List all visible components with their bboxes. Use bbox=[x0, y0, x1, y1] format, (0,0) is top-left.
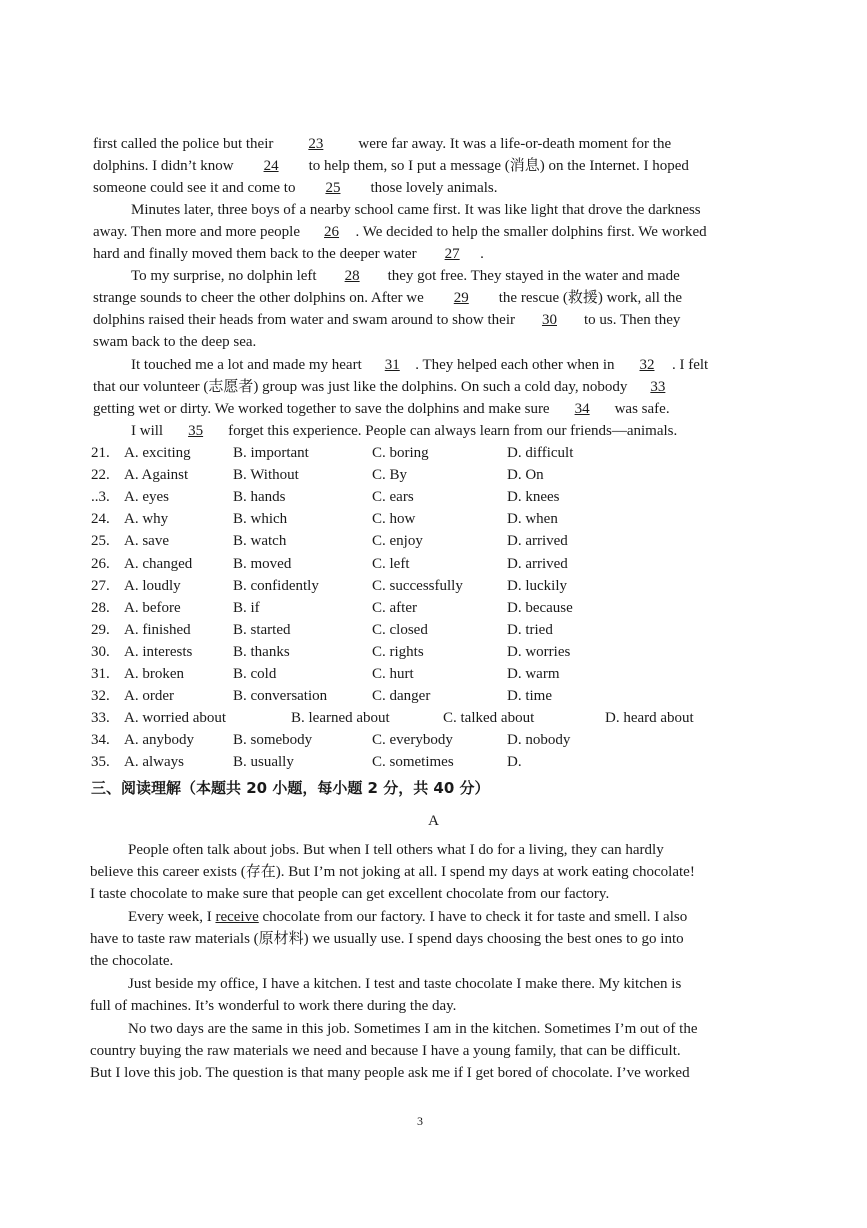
blank-30[interactable]: 30 bbox=[541, 312, 557, 328]
option-b[interactable]: B. Without bbox=[233, 467, 299, 484]
reading-line: Just beside my office, I have a kitchen. I test and taste chocolate I make there. My kitchen is bbox=[128, 976, 682, 992]
option-a[interactable]: A. exciting bbox=[124, 445, 191, 461]
option-b[interactable]: B. started bbox=[233, 621, 291, 638]
option-a[interactable]: A. anybody bbox=[124, 732, 194, 749]
option-b[interactable]: B. somebody bbox=[233, 732, 313, 749]
blank-31[interactable]: 31 bbox=[384, 357, 400, 373]
option-b[interactable]: B. usually bbox=[233, 754, 294, 771]
option-d[interactable]: D. heard about bbox=[605, 710, 694, 727]
option-c[interactable]: C. closed bbox=[372, 621, 428, 638]
underlined-word: receive bbox=[215, 909, 259, 925]
passage-line: dolphins. I didn’t know 24 to help them, so I put a message (消息) on the Internet. I hoped bbox=[93, 155, 689, 177]
question-number: 31. bbox=[91, 666, 110, 682]
question-number: 29. bbox=[91, 621, 110, 638]
option-c[interactable]: C. rights bbox=[372, 643, 424, 660]
option-d[interactable]: D. bbox=[507, 754, 522, 771]
option-b[interactable]: B. confidently bbox=[233, 577, 319, 594]
option-c[interactable]: C. sometimes bbox=[372, 754, 454, 771]
passage-line: away. Then more and more people 26 . We decided to help the smaller dolphins first. We worked bbox=[93, 221, 707, 243]
question-number: ..3. bbox=[91, 489, 110, 506]
passage-line: swam back to the deep sea. bbox=[93, 334, 257, 350]
option-a[interactable]: A. Against bbox=[124, 467, 189, 484]
option-a[interactable]: A. finished bbox=[124, 621, 191, 638]
option-d[interactable]: D. warm bbox=[507, 666, 560, 682]
blank-33[interactable]: 33 bbox=[650, 379, 666, 395]
question-number: 27. bbox=[91, 577, 110, 594]
passage-line: someone could see it and come to 25 those lovely animals. bbox=[93, 177, 498, 199]
question-number: 26. bbox=[91, 555, 110, 572]
option-b[interactable]: B. watch bbox=[233, 533, 287, 550]
reading-line: People often talk about jobs. But when I tell others what I do for a living, they can hardly bbox=[128, 842, 664, 858]
option-a[interactable]: A. why bbox=[124, 511, 169, 528]
question-number: 32. bbox=[91, 688, 110, 705]
reading-line: the chocolate. bbox=[90, 953, 174, 969]
option-c[interactable]: C. ears bbox=[372, 489, 414, 506]
option-d[interactable]: D. difficult bbox=[507, 445, 574, 461]
option-d[interactable]: D. time bbox=[507, 688, 552, 705]
option-b[interactable]: B. which bbox=[233, 511, 288, 528]
option-c[interactable]: C. talked about bbox=[443, 710, 535, 727]
reading-line: have to taste raw materials (原材料) we usually use. I spend days choosing the best ones to go into bbox=[90, 931, 684, 947]
reading-line: No two days are the same in this job. Sometimes I am in the kitchen. Sometimes I’m out of the bbox=[128, 1021, 698, 1037]
blank-34[interactable]: 34 bbox=[574, 401, 590, 417]
option-b[interactable]: B. thanks bbox=[233, 643, 290, 660]
option-d[interactable]: D. because bbox=[507, 599, 573, 616]
blank-25[interactable]: 25 bbox=[325, 180, 341, 196]
blank-27[interactable]: 27 bbox=[444, 246, 460, 262]
option-a[interactable]: A. eyes bbox=[124, 489, 169, 506]
reading-line: Every week, I receive chocolate from our factory. I have to check it for taste and smell. I also bbox=[128, 909, 688, 925]
reading-line: country buying the raw materials we need and because I have a young family, that can be difficult. bbox=[90, 1043, 681, 1059]
option-d[interactable]: D. tried bbox=[507, 621, 553, 638]
option-c[interactable]: C. boring bbox=[372, 445, 429, 461]
option-a[interactable]: A. before bbox=[124, 599, 181, 616]
option-d[interactable]: D. worries bbox=[507, 643, 571, 660]
section-heading: 三、阅读理解（本题共 20 小题，每小题 2 分，共 40 分） bbox=[91, 779, 490, 797]
passage-line: I will 35 forget this experience. People can always learn from our friends—animals. bbox=[131, 420, 677, 442]
option-d[interactable]: D. arrived bbox=[507, 533, 568, 550]
passage-line: To my surprise, no dolphin left 28 they got free. They stayed in the water and made bbox=[131, 265, 680, 287]
option-b[interactable]: B. if bbox=[233, 599, 260, 616]
passage-line: dolphins raised their heads from water and swam around to show their 30 to us. Then they bbox=[93, 309, 680, 331]
option-c[interactable]: C. everybody bbox=[372, 732, 453, 749]
option-c[interactable]: C. successfully bbox=[372, 577, 463, 594]
question-number: 21. bbox=[91, 445, 110, 461]
option-c[interactable]: C. after bbox=[372, 599, 417, 616]
question-number: 35. bbox=[91, 754, 110, 771]
blank-28[interactable]: 28 bbox=[344, 268, 360, 284]
reading-line: believe this career exists (存在). But I’m not joking at all. I spend my days at work eating chocolate! bbox=[90, 864, 695, 880]
option-c[interactable]: C. left bbox=[372, 555, 410, 572]
option-a[interactable]: A. save bbox=[124, 533, 169, 550]
option-c[interactable]: C. hurt bbox=[372, 666, 414, 682]
option-d[interactable]: D. luckily bbox=[507, 577, 567, 594]
blank-29[interactable]: 29 bbox=[453, 290, 469, 306]
question-number: 25. bbox=[91, 533, 110, 550]
option-b[interactable]: B. conversation bbox=[233, 688, 328, 705]
option-a[interactable]: A. loudly bbox=[124, 577, 181, 594]
reading-line: full of machines. It’s wonderful to work there during the day. bbox=[90, 998, 457, 1014]
option-c[interactable]: C. By bbox=[372, 467, 408, 484]
question-number: 30. bbox=[91, 643, 110, 660]
option-a[interactable]: A. worried about bbox=[124, 710, 227, 727]
option-a[interactable]: A. interests bbox=[124, 643, 193, 660]
passage-line: hard and finally moved them back to the deeper water 27 . bbox=[93, 243, 484, 265]
part-label: A bbox=[428, 813, 439, 829]
question-number: 34. bbox=[91, 732, 110, 749]
question-number: 24. bbox=[91, 511, 110, 528]
option-b[interactable]: B. moved bbox=[233, 555, 292, 572]
option-a[interactable]: A. order bbox=[124, 688, 174, 705]
option-c[interactable]: C. how bbox=[372, 511, 416, 528]
blank-23[interactable]: 23 bbox=[308, 136, 324, 152]
question-number: 33. bbox=[91, 710, 110, 727]
blank-32[interactable]: 32 bbox=[639, 357, 655, 373]
option-d[interactable]: D. nobody bbox=[507, 732, 571, 749]
option-d[interactable]: D. On bbox=[507, 467, 544, 484]
passage-line: that our volunteer (志愿者) group was just like the dolphins. On such a cold day, nobody 33 bbox=[93, 376, 681, 398]
blank-24[interactable]: 24 bbox=[263, 158, 279, 174]
question-number: 28. bbox=[91, 599, 110, 616]
option-a[interactable]: A. broken bbox=[124, 666, 184, 682]
passage-line: It touched me a lot and made my heart 31 . They helped each other when in 32 . I felt bbox=[131, 354, 708, 376]
option-a[interactable]: A. always bbox=[124, 754, 184, 771]
blank-35[interactable]: 35 bbox=[188, 423, 204, 439]
option-d[interactable]: D. arrived bbox=[507, 555, 568, 572]
blank-26[interactable]: 26 bbox=[324, 224, 340, 240]
option-d[interactable]: D. when bbox=[507, 511, 558, 528]
option-b[interactable]: B. important bbox=[233, 445, 309, 461]
option-c[interactable]: C. enjoy bbox=[372, 533, 423, 550]
option-b[interactable]: B. hands bbox=[233, 489, 286, 506]
question-number: 22. bbox=[91, 467, 110, 484]
option-b[interactable]: B. learned about bbox=[291, 710, 390, 727]
passage-line: strange sounds to cheer the other dolphins on. After we 29 the rescue (救援) work, all the bbox=[93, 287, 682, 309]
option-b[interactable]: B. cold bbox=[233, 666, 277, 682]
page-number: 3 bbox=[417, 1114, 423, 1128]
reading-line: But I love this job. The question is that many people ask me if I get bored of chocolate. I’ve worked bbox=[90, 1065, 690, 1081]
passage-line: getting wet or dirty. We worked together to save the dolphins and make sure 34 was safe. bbox=[93, 398, 670, 420]
option-a[interactable]: A. changed bbox=[124, 555, 193, 572]
passage-line: Minutes later, three boys of a nearby school came first. It was like light that drove the darkness bbox=[131, 202, 701, 218]
reading-line: I taste chocolate to make sure that people can get excellent chocolate from our factory. bbox=[90, 886, 610, 902]
option-d[interactable]: D. knees bbox=[507, 489, 560, 506]
option-c[interactable]: C. danger bbox=[372, 688, 431, 705]
passage-line: first called the police but their 23 were far away. It was a life-or-death moment for the bbox=[93, 133, 671, 155]
